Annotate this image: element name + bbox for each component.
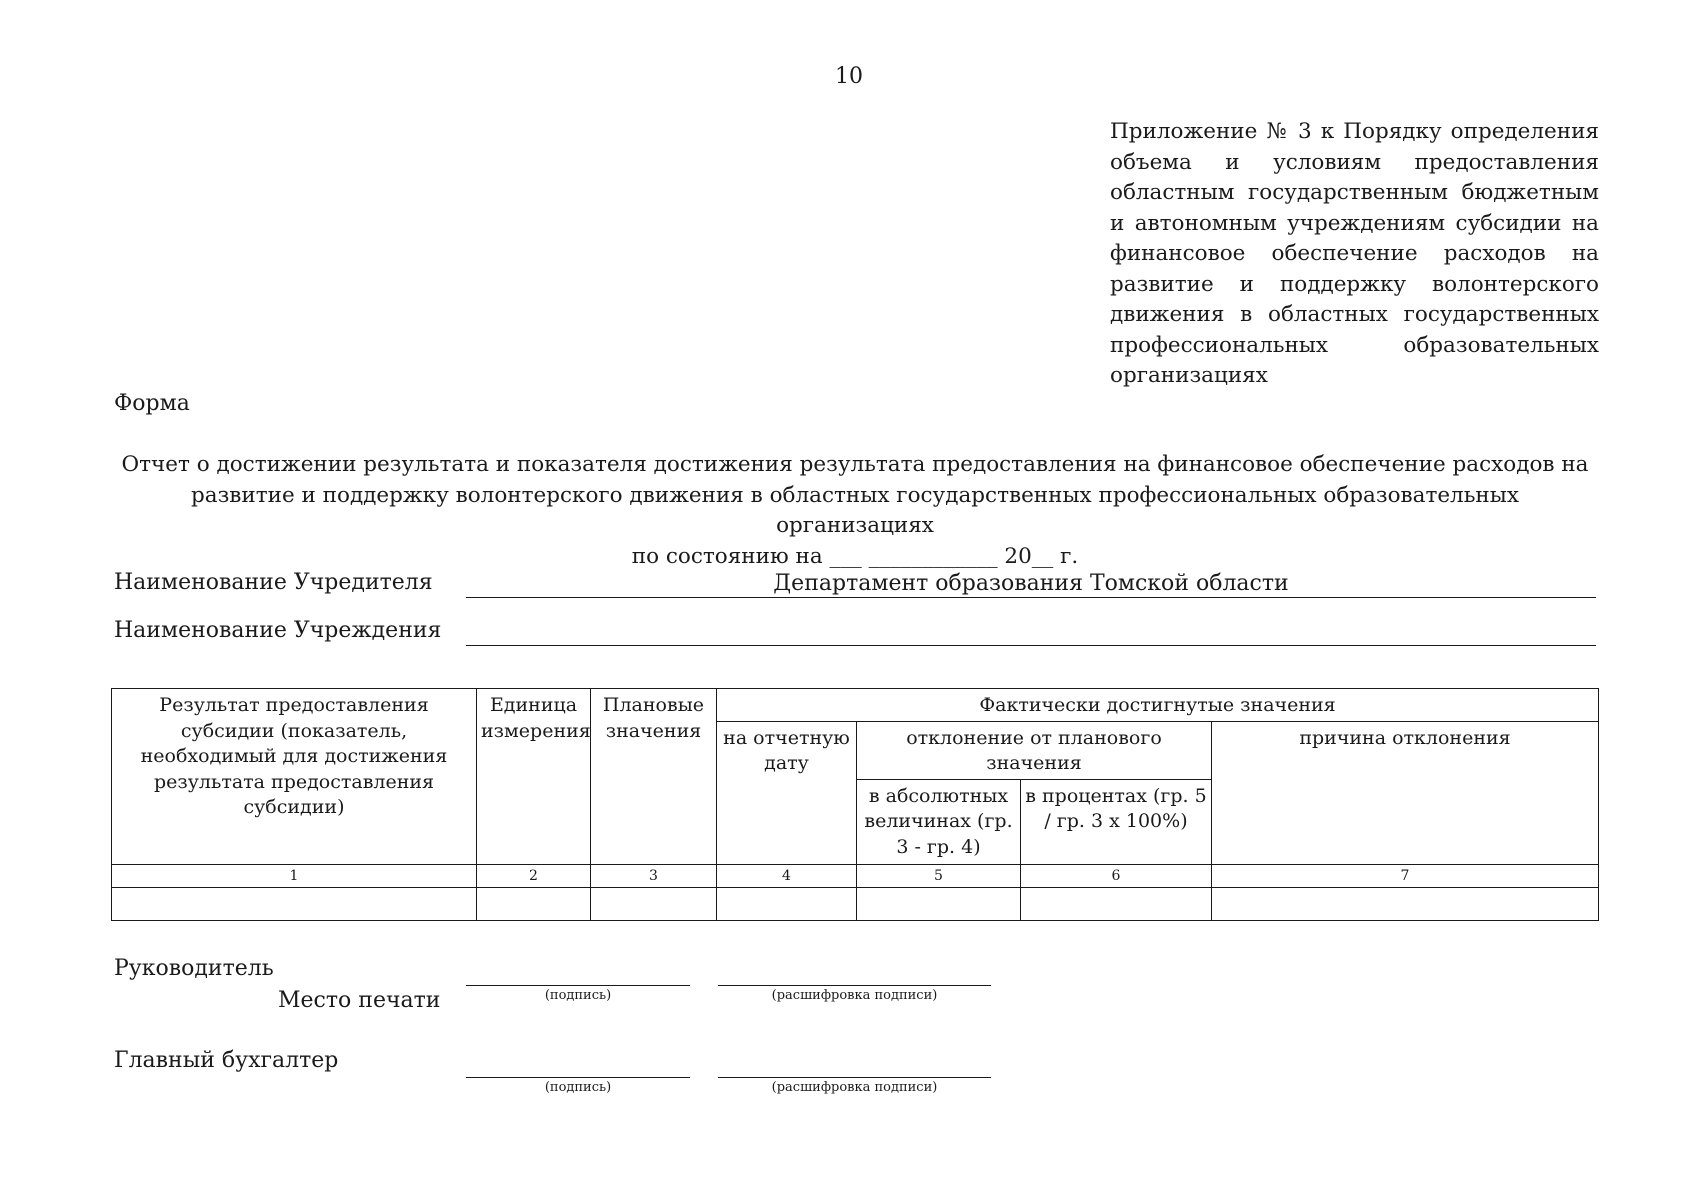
header-deviation-group: отклонение от планового значения: [857, 721, 1212, 779]
report-title-line: Отчет о достижении результата и показателя достижения результата предоставления на финансовое обеспечение расходов на: [121, 452, 1589, 477]
column-number: 4: [717, 865, 857, 888]
annex-note: Приложение № 3 к Порядку определения объема и условиям предоставления областным государственным бюджетным и автономным учреждениям субсидии на финансовое обеспечение расходов на развитие и поддержку волонтерского движения в областных государственных профессиональных образовательных организациях: [1110, 119, 1599, 388]
header-result: Результат предоставления субсидии (показатель, необходимый для достижения результата предоставления субсидии): [112, 689, 477, 865]
head-decoding-caption: (расшифровка подписи): [771, 988, 938, 1003]
accountant-signature-caption: (подпись): [544, 1080, 612, 1095]
founder-field[interactable]: [466, 567, 1596, 598]
report-table: [111, 688, 1599, 921]
accountant-signature-line[interactable]: [466, 1077, 690, 1078]
head-label: Руководитель: [114, 956, 274, 981]
table-cell-empty[interactable]: [1021, 888, 1212, 921]
report-title: [114, 450, 1596, 572]
head-signature-line[interactable]: [466, 985, 690, 986]
report-title-line: развитие и поддержку волонтерского движения в областных государственных профессиональных образовательных организациях: [190, 482, 1519, 538]
header-planned: Плановые значения: [591, 689, 717, 865]
institution-label: Наименование Учреждения: [114, 618, 442, 643]
table-cell-empty[interactable]: [477, 888, 591, 921]
header-reporting-date: на отчетную дату: [717, 721, 857, 865]
header-actual-group: Фактически достигнутые значения: [717, 689, 1599, 722]
head-decoding-line[interactable]: [718, 985, 991, 986]
table-cell-empty[interactable]: [112, 888, 477, 921]
header-pct-deviation: в процентах (гр. 5 / гр. 3 x 100%): [1021, 779, 1212, 865]
column-number: 3: [591, 865, 717, 888]
head-signature-caption: (подпись): [544, 988, 612, 1003]
column-number: 1: [112, 865, 477, 888]
header-unit: Единица измерения: [477, 689, 591, 865]
founder-value: Департамент образования Томской области: [773, 571, 1289, 596]
table-cell-empty[interactable]: [857, 888, 1021, 921]
accountant-decoding-caption: (расшифровка подписи): [771, 1080, 938, 1095]
table-cell-empty[interactable]: [591, 888, 717, 921]
form-label: Форма: [114, 391, 190, 416]
accountant-decoding-line[interactable]: [718, 1077, 991, 1078]
page-number: 10: [835, 64, 863, 89]
column-number: 7: [1212, 865, 1599, 888]
column-number: 2: [477, 865, 591, 888]
header-reason: причина отклонения: [1212, 721, 1599, 865]
founder-label: Наименование Учредителя: [114, 570, 433, 595]
table-cell-empty[interactable]: [717, 888, 857, 921]
stamp-label: Место печати: [278, 988, 441, 1013]
table-cell-empty[interactable]: [1212, 888, 1599, 921]
accountant-label: Главный бухгалтер: [114, 1048, 339, 1073]
institution-field[interactable]: [466, 615, 1596, 646]
header-abs-deviation: в абсолютных величинах (гр. 3 - гр. 4): [857, 779, 1021, 865]
column-number: 5: [857, 865, 1021, 888]
report-title-date-line: по состоянию на ___ ____________ 20__ г.: [631, 543, 1079, 569]
column-number: 6: [1021, 865, 1212, 888]
